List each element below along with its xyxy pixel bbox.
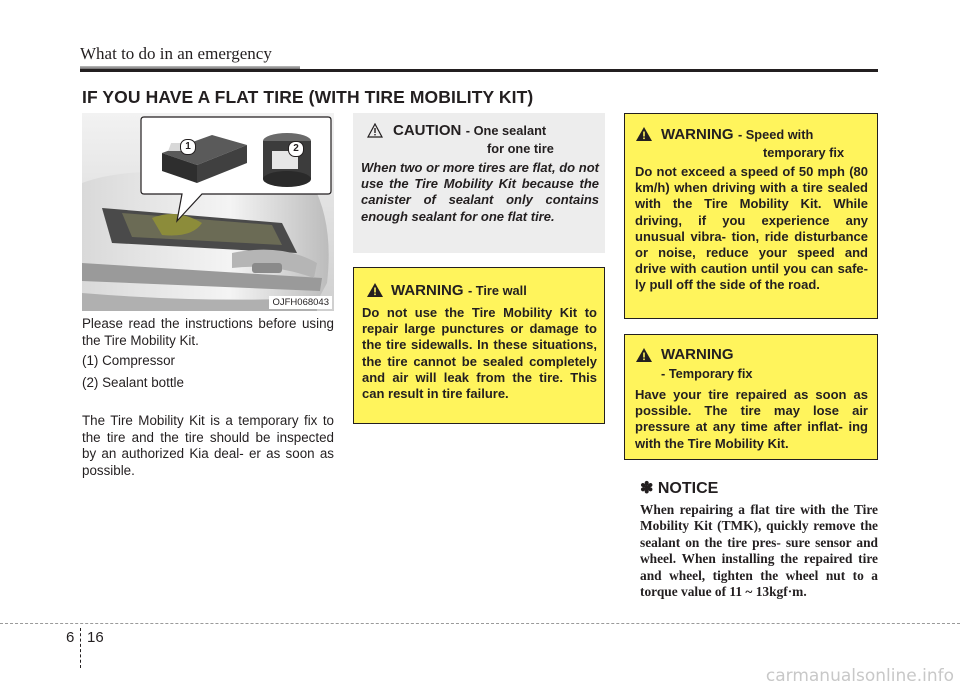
notice-label: NOTICE (657, 480, 719, 497)
warning-speed-body: Do not exceed a speed of 50 mph (80 km/h) when driving with a tire sealed with the Tire Mobility Kit. While driving, if you experience any unusual vibra- tion, ride disturbance or noise, reduce your speed and drive with caution until you can safe- ly pull off the side of the road. (635, 164, 868, 293)
caution-body: When two or more tires are flat, do not use the Tire Mobility Kit because the canister of sealant only contains enough sealant for one flat tire. (361, 160, 599, 224)
warning-tire-wall-heading (391, 282, 527, 300)
warning-label: WARNING (661, 126, 734, 143)
warning-speed-subtitle-2: temporary fix (763, 145, 845, 160)
tire-mobility-kit-illustration (82, 113, 334, 311)
caution-label: CAUTION (393, 122, 462, 139)
warning-triangle-icon (366, 282, 384, 298)
warning-temporary-fix-label: WARNING (661, 346, 734, 363)
warning-temporary-fix-box (624, 334, 878, 460)
illustration-code: OJFH068043 (269, 296, 332, 309)
warning-triangle-icon (635, 126, 653, 142)
footer-rule (0, 623, 960, 624)
caution-triangle-icon (367, 123, 383, 138)
callout-2: 2 (288, 141, 304, 157)
chapter-title: What to do in an emergency (80, 44, 272, 63)
warning-speed-heading (661, 126, 813, 144)
notice-heading (640, 478, 718, 498)
warning-tire-wall-subtitle: - Tire wall (467, 283, 527, 298)
notice-body: When repairing a flat tire with the Tire Mobility Kit (TMK), quickly remove the sealant on the tire pres- sure sensor and wheel. When installing the repaired tire and wheel, tighten the wheel nut to a torque value of 11 ~ 13kgf·m. (640, 502, 878, 600)
caution-subtitle-2: for one tire (487, 141, 554, 156)
page-number: 16 (87, 629, 104, 646)
section-number: 6 (66, 629, 75, 646)
temporary-fix-paragraph: The Tire Mobility Kit is a temporary fix to the tire and the tire should be inspected by an authorized Kia deal- er as soon as possible. (82, 413, 334, 478)
warning-tire-wall-box (353, 267, 605, 424)
item-compressor: (1) Compressor (82, 353, 176, 368)
section-title: IF YOU HAVE A FLAT TIRE (WITH TIRE MOBILITY KIT) (82, 87, 534, 107)
caution-subtitle-1: - One sealant (465, 123, 547, 138)
warning-tire-wall-body: Do not use the Tire Mobility Kit to repair large punctures or damage to the tire sidewalls. In these situations, the tire cannot be sealed completely and air will leak from the tire. This can result in tire failure. (362, 305, 597, 402)
header-rule (80, 69, 878, 72)
callout-1: 1 (180, 139, 196, 155)
warning-temporary-fix-body: Have your tire repaired as soon as possible. The tire may lose air pressure at any time after inflat- ing with the Tire Mobility Kit. (635, 387, 868, 451)
warning-label: WARNING (391, 282, 464, 299)
caution-box (353, 113, 605, 253)
caution-heading (393, 122, 546, 140)
item-sealant-bottle: (2) Sealant bottle (82, 375, 184, 390)
watermark: carmanualsonline.info (765, 666, 954, 686)
page-divider (80, 628, 81, 668)
warning-speed-subtitle-1: - Speed with (737, 127, 814, 142)
warning-temporary-fix-subtitle: - Temporary fix (661, 366, 753, 381)
notice-star-icon: ✽ (640, 480, 654, 497)
warning-speed-box (624, 113, 878, 319)
intro-text: Please read the instructions before using the Tire Mobility Kit. (82, 316, 334, 348)
warning-triangle-icon (635, 347, 653, 363)
